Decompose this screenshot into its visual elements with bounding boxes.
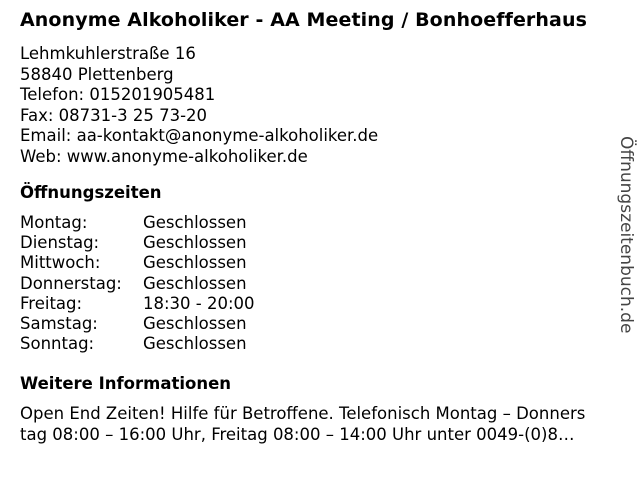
day-time: Geschlossen (143, 213, 247, 232)
day-time: Geschlossen (143, 233, 247, 253)
contact-block (20, 44, 378, 167)
info-text (20, 404, 625, 445)
hours-row-mittwoch (20, 253, 255, 273)
phone-number[interactable]: Telefon: 015201905481 (20, 85, 216, 104)
hours-row-dienstag (20, 233, 255, 253)
fax-number: Fax: 08731-3 25 73-20 (20, 105, 208, 125)
day-time: Geschlossen (143, 334, 247, 354)
hours-row-montag (20, 213, 255, 233)
day-label: Sonntag: (20, 334, 95, 354)
hours-table (20, 213, 255, 354)
page-title: Anonyme Alkoholiker - AA Meeting / Bonhoefferhaus (20, 9, 587, 31)
day-time: Geschlossen (143, 314, 247, 334)
info-heading: Weitere Informationen (20, 374, 232, 393)
hours-row-donnerstag (20, 274, 255, 294)
info-line-2: tag 08:00 – 16:00 Uhr, Freitag 08:00 – 14:00 Uhr unter 0049-(0)8… (20, 424, 575, 444)
day-time: 18:30 - 20:00 (143, 293, 255, 313)
city-address: 58840 Plettenberg (20, 64, 174, 84)
hours-row-freitag (20, 294, 255, 314)
day-label: Dienstag: (20, 233, 100, 253)
email-address[interactable]: Email: aa-kontakt@anonyme-alkoholiker.de (20, 126, 379, 145)
day-label: Freitag: (20, 293, 83, 313)
day-label: Montag: (20, 213, 88, 232)
hours-heading: Öffnungszeiten (20, 183, 162, 202)
website-link[interactable]: Web: www.anonyme-alkoholiker.de (20, 146, 308, 166)
site-watermark: Öffnungszeitenbuch.de (616, 136, 636, 334)
day-time: Geschlossen (143, 273, 247, 293)
street-address: Lehmkuhlerstraße 16 (20, 44, 196, 63)
hours-row-samstag (20, 314, 255, 334)
info-line-1: Open End Zeiten! Hilfe für Betroffene. Telefonisch Montag – Donners (20, 404, 586, 423)
hours-row-sonntag (20, 334, 255, 354)
day-label: Samstag: (20, 314, 98, 334)
day-label: Mittwoch: (20, 253, 101, 273)
day-time: Geschlossen (143, 253, 247, 273)
day-label: Donnerstag: (20, 273, 122, 293)
